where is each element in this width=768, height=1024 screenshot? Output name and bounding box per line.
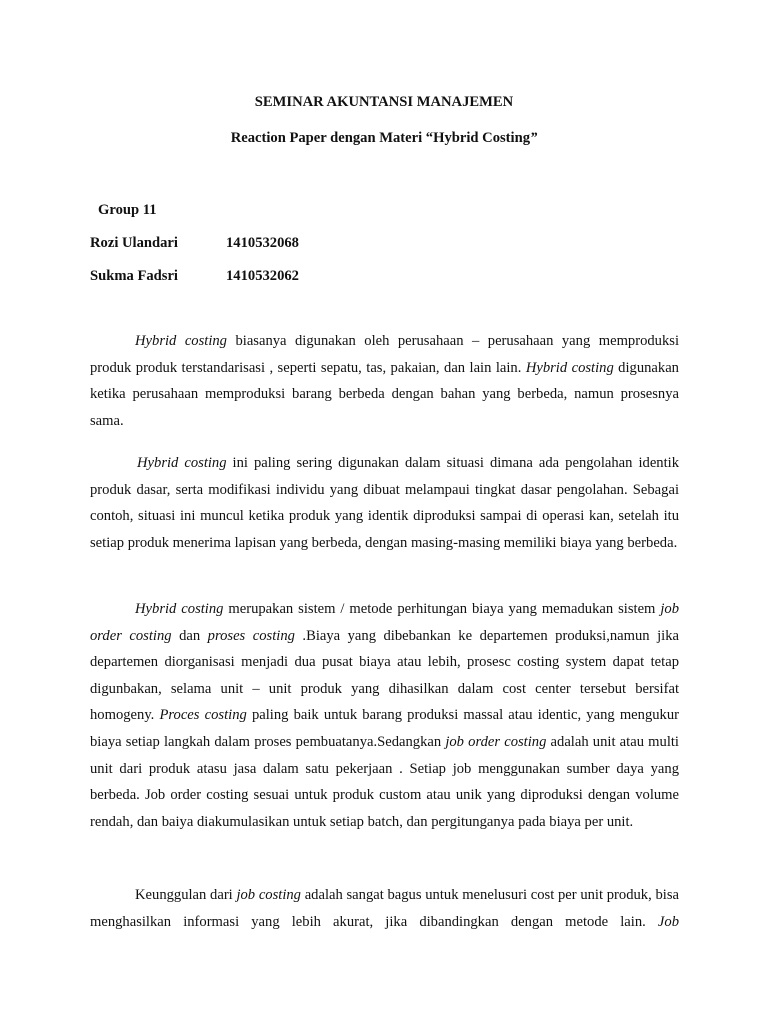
text-italic: Hybrid costing [135,333,227,349]
text-span: adalah sangat bagus untuk menelusuri cost per unit produk, bisa menghasilkan informasi yang lebih akurat, jika dibandingkan dengan metode lain. [90,887,679,930]
text-italic: Hybrid costing [137,455,227,471]
text-italic: job order costing [445,733,547,750]
text-span: ini paling sering digunakan dalam situasi dimana ada pengolahan identik produk dasar, serta modifikasi individu yang dibuat melampaui tingkat dasar pengolahan. Sebagai contoh, situasi ini muncul ketika produk yang identik diproduksi sampai di operasi kan, setelah itu setiap produk menerima lapisan yang berbeda, dengan masing-masing memiliki biaya yang berbeda. [90,455,679,551]
paragraph-1 [90,328,679,434]
text-italic: Job [657,913,679,930]
subtitle-suffix: ” [530,130,538,146]
text-span: dan [171,627,208,644]
subtitle-prefix: Reaction Paper dengan Materi “ [230,130,434,146]
group-label: Group 11 [98,202,157,218]
paragraph-2 [90,450,679,556]
text-italic: proses costing [207,627,295,644]
text-italic: Hybrid costing [525,359,614,376]
member-name: Sukma Fadsri [90,268,178,284]
text-italic: job costing [236,887,301,903]
member-nim: 1410532068 [226,235,299,251]
document-subtitle [0,128,768,148]
text-italic: Hybrid costing [135,601,224,617]
text-span: digunakan ketika perusahaan memproduksi barang berbeda dengan bahan yang berbeda, namun prosesnya sama. [90,359,679,429]
text-span: adalah unit atau multi unit dari produk atasu jasa dalam satu pekerjaan . Setiap job menggunakan sumber daya yang berbeda. Job order costing sesuai untuk produk custom atau unik yang diproduksi dengan volume rendah, dan baiya diakumulasikan untuk setiap batch, dan pergitunganya pada biaya per unit. [90,733,679,830]
text-span: biasanya digunakan oleh perusahaan – perusahaan yang memproduksi produk produk terstandarisasi , seperti sepatu, tas, pakaian, dan lain lain. [90,333,679,376]
text-italic: Proces costing [159,707,247,724]
paragraph-4 [90,882,679,935]
subtitle-topic: Hybrid Costing [433,130,530,146]
text-span: Keunggulan dari [135,887,237,903]
document-title: SEMINAR AKUNTANSI MANAJEMEN [254,94,514,110]
text-italic: job order costing [90,601,679,644]
member-nim: 1410532062 [226,268,299,284]
paragraph-3 [90,596,679,835]
text-span: paling baik untuk barang produksi massal atau identic, yang mengukur biaya setiap langkah dalam proses pembuatanya.Sedangkan [90,707,679,750]
member-name: Rozi Ulandari [90,235,178,251]
text-span: .Biaya yang dibebankan ke departemen produksi,namun jika departemen diorganisasi menjadi dua pusat biaya atau lebih, prosesc costing system dapat tetap digunbakan, selama unit – unit produk yang dihasilkan dalam cost center tersebut bersifat homogeny. [90,627,680,724]
text-span: merupakan sistem / metode perhitungan biaya yang memadukan sistem [223,601,661,617]
